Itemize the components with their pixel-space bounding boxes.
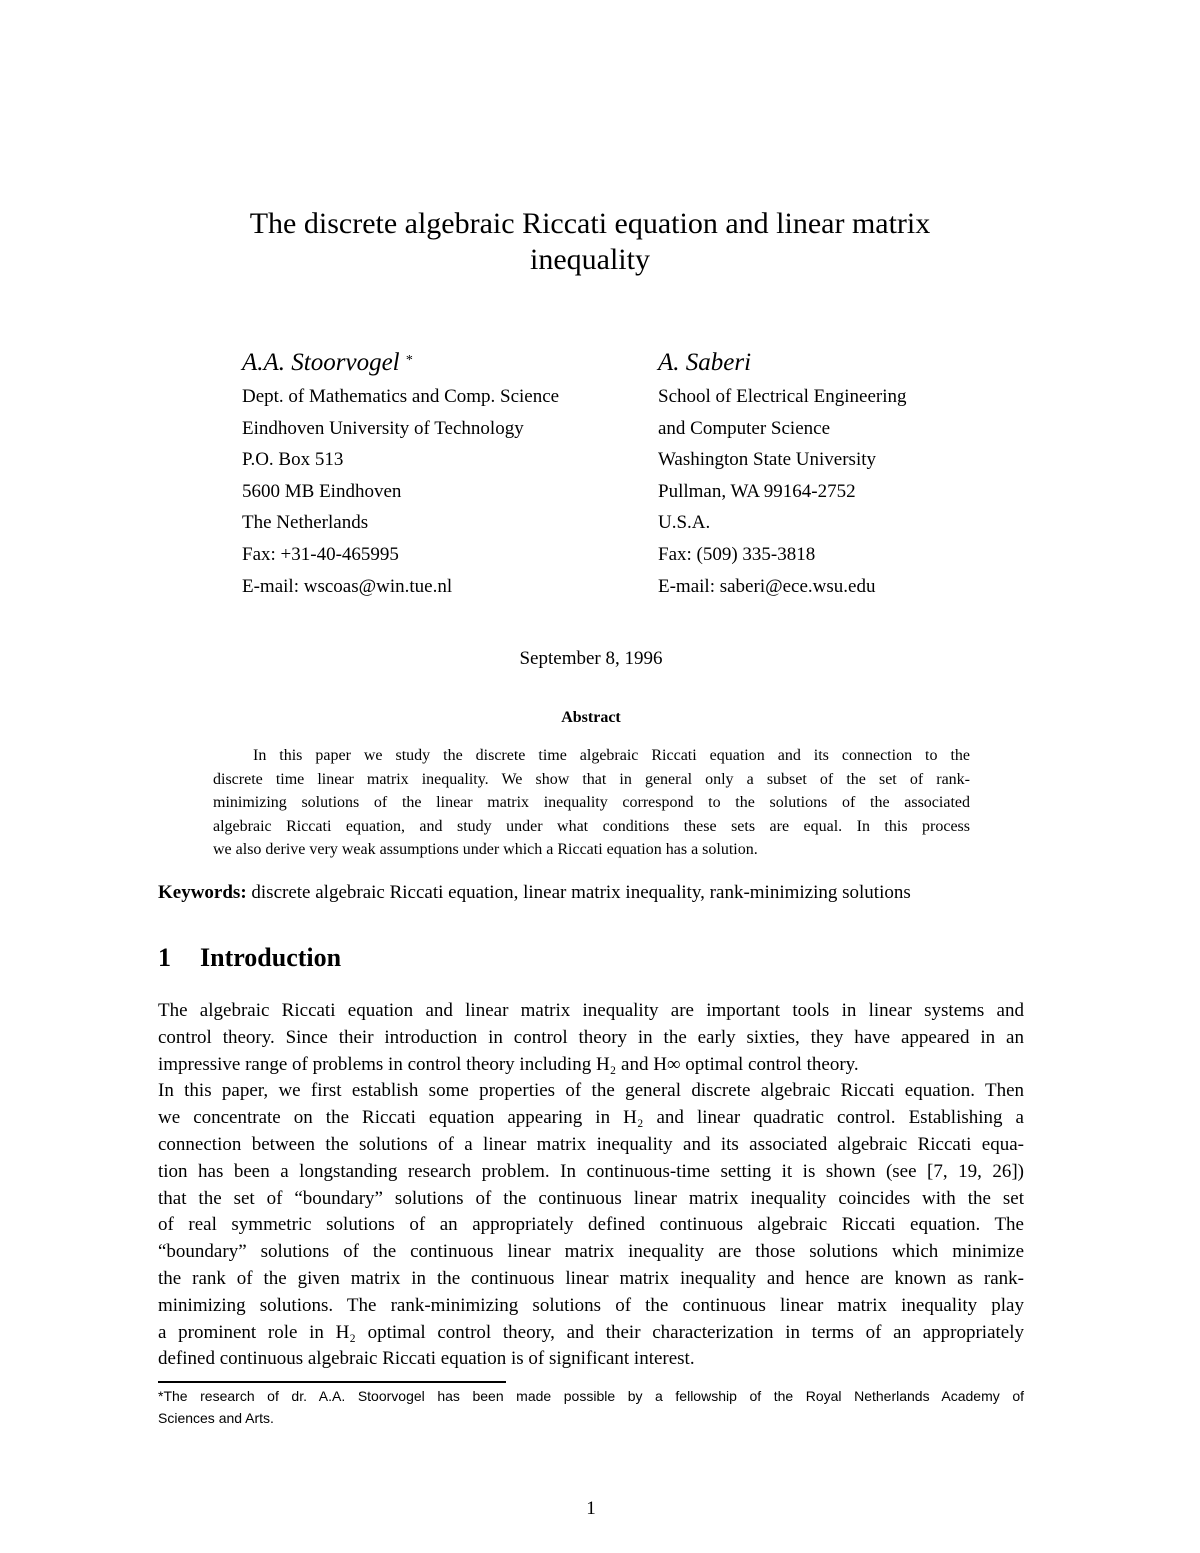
footnote-line: Sciences and Arts. [158, 1410, 274, 1426]
section-title: Introduction [200, 943, 342, 972]
section-number: 1 [158, 943, 171, 972]
keywords [158, 882, 1028, 904]
author-affiliation-line: 5600 MB Eindhoven [242, 480, 402, 502]
paragraph-line: a prominent role in H₂ optimal control theory, and their characterization in terms of an appropriately [158, 1321, 1024, 1343]
introduction-body [158, 998, 1024, 1373]
keywords-text: discrete algebraic Riccati equation, linear matrix inequality, rank-minimizing solutions [251, 882, 911, 903]
paragraph-line: of real symmetric solutions of an appropriately defined continuous algebraic Riccati equation. The [158, 1214, 1024, 1236]
author-affiliation-line: School of Electrical Engineering [658, 386, 907, 407]
author-email: E-mail: saberi@ece.wsu.edu [658, 575, 876, 597]
author-name: A.A. Stoorvogel * [242, 349, 413, 376]
keywords-label: Keywords: [158, 882, 247, 903]
paragraph-line: “boundary” solutions of the continuous linear matrix inequality are those solutions which minimize [158, 1241, 1024, 1263]
paragraph-line: connection between the solutions of a linear matrix inequality and its associated algebraic Riccati equa- [158, 1133, 1024, 1155]
paragraph-line: the rank of the given matrix in the continuous linear matrix inequality and hence are known as rank- [158, 1267, 1024, 1289]
abstract-body [213, 744, 970, 862]
paper-title [150, 206, 1030, 278]
author-fax: Fax: +31-40-465995 [242, 543, 399, 565]
paragraph-line: The algebraic Riccati equation and linear matrix inequality are important tools in linear systems and [158, 1000, 1024, 1021]
author-fax: Fax: (509) 335-3818 [658, 543, 816, 565]
author-affiliation-line: and Computer Science [658, 417, 831, 439]
paragraph-line: minimizing solutions. The rank-minimizing solutions of the continuous linear matrix inequality play [158, 1294, 1024, 1316]
paragraph-line: tion has been a longstanding research problem. In continuous-time setting it is shown (see [7, 19, 26]) [158, 1160, 1024, 1182]
publication-date: September 8, 1996 [519, 648, 663, 669]
author-email: E-mail: wscoas@win.tue.nl [242, 575, 453, 597]
author-affiliation-line: Pullman, WA 99164-2752 [658, 480, 856, 502]
section-heading [158, 943, 341, 973]
paragraph-line: In this paper, we first establish some properties of the general discrete algebraic Riccati equation. Then [158, 1080, 1024, 1102]
abstract-heading: Abstract [561, 709, 621, 726]
paper-title-line-2: inequality [530, 243, 650, 276]
paragraph-line: defined continuous algebraic Riccati equation is of significant interest. [158, 1348, 695, 1370]
paragraph-line: we concentrate on the Riccati equation appearing in H₂ and linear quadratic control. Establishing a [158, 1107, 1024, 1129]
abstract-line: In this paper we study the discrete time algebraic Riccati equation and its connection to the [253, 747, 970, 764]
paragraph-line: that the set of “boundary” solutions of the continuous linear matrix inequality coincides with the set [158, 1187, 1024, 1209]
paper-title-line-1: The discrete algebraic Riccati equation and linear matrix [249, 207, 931, 240]
author-affiliation-line: Eindhoven University of Technology [242, 417, 524, 439]
abstract-line: algebraic Riccati equation, and study under what conditions these sets are equal. In this process [213, 817, 970, 835]
paragraph-line: impressive range of problems in control theory including H₂ and H∞ optimal control theory. [158, 1053, 859, 1075]
abstract-line: discrete time linear matrix inequality. We show that in general only a subset of the set of rank- [213, 770, 970, 788]
author-affiliation-line: Dept. of Mathematics and Comp. Science [242, 386, 560, 407]
footnote-line: *The research of dr. A.A. Stoorvogel has been made possible by a fellowship of the Royal Netherlands Academy of [158, 1388, 1024, 1404]
author-name: A. Saberi [658, 349, 752, 376]
abstract-line: minimizing solutions of the linear matrix inequality correspond to the solutions of the associated [213, 794, 970, 811]
author-block-stoorvogel [242, 345, 559, 602]
author-block-saberi [658, 345, 907, 602]
author-affiliation-line: The Netherlands [242, 512, 369, 534]
page-number: 1 [586, 1498, 596, 1519]
footnote [158, 1385, 1024, 1429]
abstract-line: we also derive very weak assumptions under which a Riccati equation has a solution. [213, 841, 758, 858]
author-affiliation-line: U.S.A. [658, 512, 711, 534]
footnote-marker: * [405, 353, 413, 368]
paragraph-line: control theory. Since their introduction in control theory in the early sixties, they have appeared in an [158, 1026, 1024, 1048]
author-affiliation-line: P.O. Box 513 [242, 449, 344, 471]
author-affiliation-line: Washington State University [658, 449, 876, 471]
footnote-divider [158, 1381, 506, 1383]
